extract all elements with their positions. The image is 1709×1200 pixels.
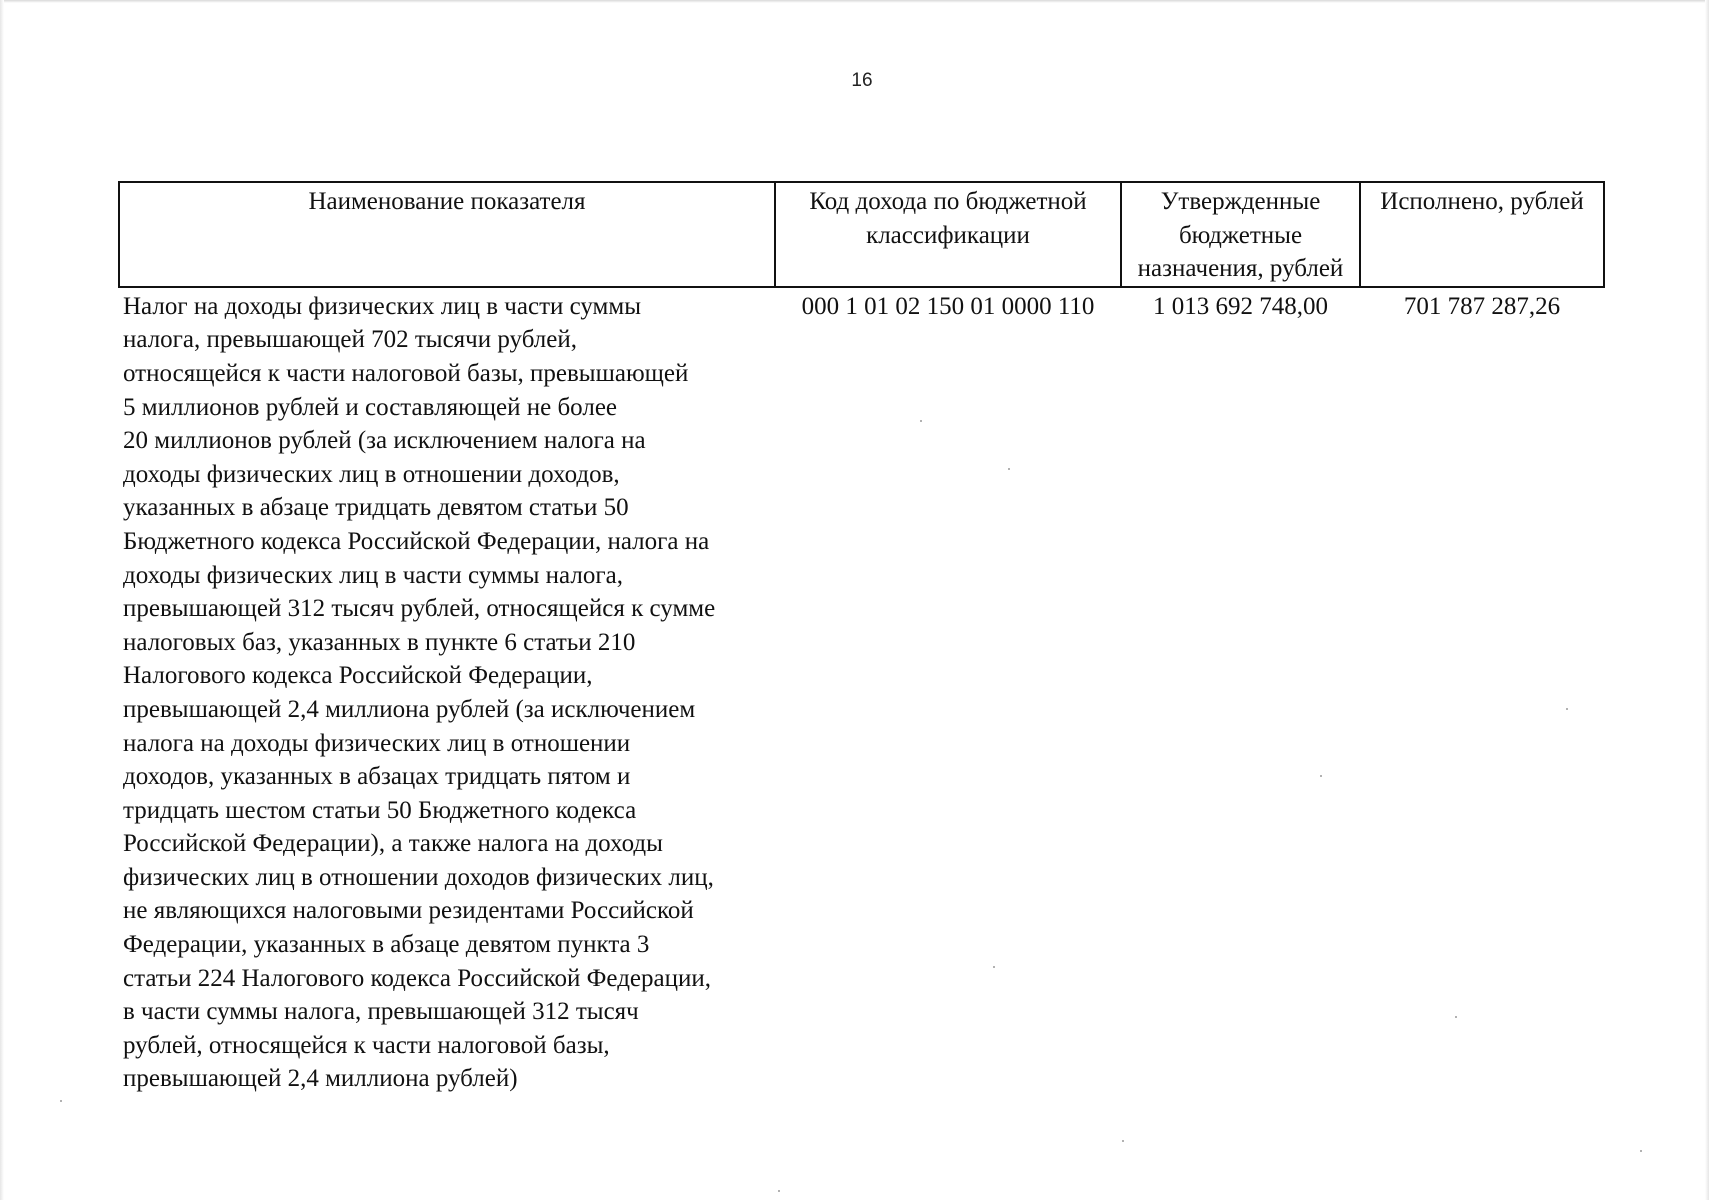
scan-speck bbox=[778, 1190, 780, 1192]
name-line: доходы физических лиц в части суммы налога, bbox=[123, 561, 623, 589]
name-line: налога на доходы физических лиц в отношении bbox=[123, 729, 631, 757]
cell-executed-amount: 701 787 287,26 bbox=[1403, 292, 1561, 320]
name-line: налога, превышающей 702 тысячи рублей, bbox=[123, 326, 578, 354]
scan-speck bbox=[1640, 1150, 1642, 1152]
scan-speck bbox=[60, 1100, 62, 1102]
name-line: тридцать шестом статьи 50 Бюджетного кодекса bbox=[123, 796, 637, 824]
name-line: превышающей 312 тысяч рублей, относящейся к сумме bbox=[123, 595, 716, 623]
name-line: доходов, указанных в абзацах тридцать пятом и bbox=[123, 763, 631, 791]
table-row bbox=[119, 287, 1604, 1096]
name-line: Федерации, указанных в абзаце девятом пункта 3 bbox=[123, 931, 650, 959]
name-line: Налог на доходы физических лиц в части суммы bbox=[123, 292, 641, 320]
scan-speck bbox=[1008, 468, 1010, 470]
header-indicator-name: Наименование показателя bbox=[119, 182, 775, 287]
name-line: статьи 224 Налогового кодекса Российской Федерации, bbox=[123, 964, 711, 992]
name-line: превышающей 2,4 миллиона рублей) bbox=[123, 1065, 518, 1093]
scan-speck bbox=[920, 420, 922, 422]
header-income-code: Код дохода по бюджетной классификации bbox=[775, 182, 1121, 287]
name-line: 20 миллионов рублей (за исключением налога на bbox=[123, 427, 646, 455]
scan-speck bbox=[1320, 775, 1322, 777]
budget-table bbox=[118, 181, 1605, 1096]
table-header-row bbox=[119, 182, 1604, 287]
name-line: физических лиц в отношении доходов физических лиц, bbox=[123, 863, 714, 891]
page-number: 16 bbox=[851, 70, 873, 91]
header-approved-amount: Утвержденные бюджетные назначения, рублей bbox=[1121, 182, 1360, 287]
scan-speck bbox=[993, 966, 995, 968]
name-line: доходы физических лиц в отношении доходов, bbox=[123, 460, 620, 488]
name-line: в части суммы налога, превышающей 312 тысяч bbox=[123, 998, 639, 1026]
scan-edge-top bbox=[0, 0, 1709, 3]
name-line: Налогового кодекса Российской Федерации, bbox=[123, 662, 593, 690]
name-line: налоговых баз, указанных в пункте 6 статьи 210 bbox=[123, 628, 636, 656]
scan-edge-left bbox=[0, 0, 4, 1200]
name-line: рублей, относящейся к части налоговой базы, bbox=[123, 1031, 610, 1059]
name-line: Российской Федерации), а также налога на доходы bbox=[123, 830, 663, 858]
scan-speck bbox=[1122, 1140, 1124, 1142]
name-line: 5 миллионов рублей и составляющей не более bbox=[123, 393, 618, 421]
header-executed-amount: Исполнено, рублей bbox=[1360, 182, 1604, 287]
name-line: не являющихся налоговыми резидентами Российской bbox=[123, 897, 694, 925]
cell-indicator-name bbox=[119, 287, 775, 1096]
scan-speck bbox=[1566, 708, 1568, 710]
cell-income-code: 000 1 01 02 150 01 0000 110 bbox=[801, 292, 1095, 320]
name-line: превышающей 2,4 миллиона рублей (за исключением bbox=[123, 695, 696, 723]
name-line: указанных в абзаце тридцать девятом статьи 50 bbox=[123, 494, 629, 522]
scan-speck bbox=[1455, 1016, 1457, 1018]
cell-approved-amount: 1 013 692 748,00 bbox=[1153, 292, 1328, 320]
name-line: относящейся к части налоговой базы, превышающей bbox=[123, 359, 689, 387]
scan-edge-right bbox=[1705, 0, 1709, 1200]
name-line: Бюджетного кодекса Российской Федерации, налога на bbox=[123, 527, 710, 555]
